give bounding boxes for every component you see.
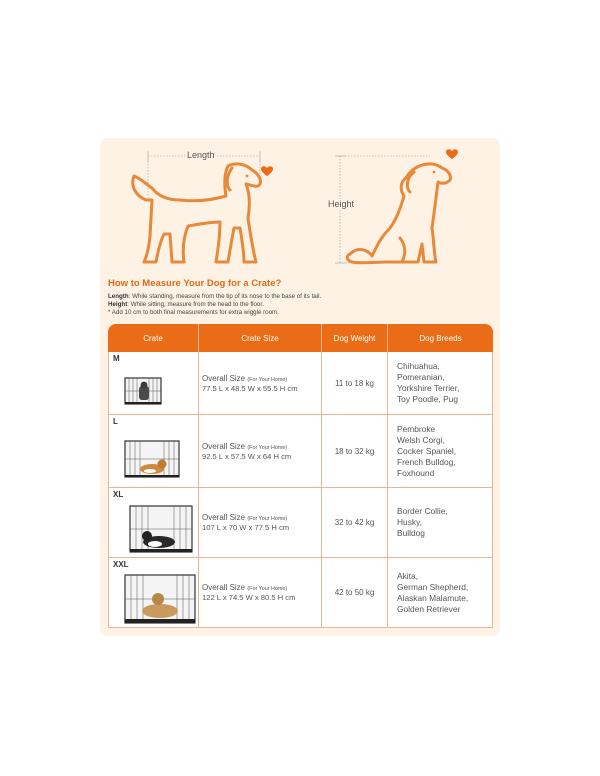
header-dog-breeds: Dog Breeds xyxy=(388,324,493,352)
dog-weight-cell: 18 to 32 kg xyxy=(322,415,388,488)
measurement-illustration xyxy=(100,138,500,273)
dog-weight-cell: 32 to 42 kg xyxy=(322,488,388,558)
crate-l-image xyxy=(124,439,180,479)
height-label: Height xyxy=(328,199,355,209)
height-dimension-line xyxy=(335,156,430,263)
crate-size-label: XXL xyxy=(113,560,129,569)
sitting-dog-leg-icon xyxy=(400,238,405,262)
crate-size-cell: Overall Size (For Your Home) 92.5 L x 57.5 W x 64 H cm xyxy=(199,415,322,488)
standing-dog-ear-icon xyxy=(227,168,232,190)
crate-size-cell: Overall Size (For Your Home) 77.5 L x 48.5 W x 55.5 H cm xyxy=(199,352,322,415)
dog-breeds-cell: Akita, German Shepherd, Alaskan Malamute, Golden Retriever xyxy=(388,558,493,628)
header-dog-weight: Dog Weight xyxy=(322,324,388,352)
crate-size-table xyxy=(108,324,493,628)
height-instruction: Height: While sitting, measure from the head to the floor. xyxy=(108,301,264,308)
crate-cell xyxy=(108,488,199,558)
sitting-dog-icon xyxy=(347,164,450,263)
crate-xl-image xyxy=(129,504,193,554)
crate-cell xyxy=(108,415,199,488)
table-header-row xyxy=(108,324,493,352)
table-row xyxy=(108,415,493,488)
crate-size-label: L xyxy=(113,417,118,426)
table-row xyxy=(108,558,493,628)
crate-cell xyxy=(108,352,199,415)
length-instruction: Length: While standing, measure from the tip of its nose to the base of its tail. xyxy=(108,293,322,300)
length-label: Length xyxy=(187,150,215,160)
extra-room-note: * Add 10 cm to both final measurements for extra wiggle room. xyxy=(108,309,279,316)
crate-xxl-image xyxy=(124,573,196,625)
dog-breeds-cell: Pembroke Welsh Corgi, Cocker Spaniel, French Bulldog, Foxhound xyxy=(388,415,493,488)
crate-size-guide-card xyxy=(100,138,500,636)
heart-icon xyxy=(446,149,458,159)
heart-icon xyxy=(261,166,273,176)
crate-cell xyxy=(108,558,199,628)
crate-size-cell: Overall Size (For Your Home) 122 L x 74.5 W x 80.5 H cm xyxy=(199,558,322,628)
crate-size-cell: Overall Size (For Your Home) 107 L x 70 W x 77.5 H cm xyxy=(199,488,322,558)
dog-breeds-cell: Border Collie, Husky, Bulldog xyxy=(388,488,493,558)
table-row xyxy=(108,488,493,558)
header-crate: Crate xyxy=(108,324,199,352)
dog-breeds-cell: Chihuahua, Pomeranian, Yorkshire Terrier, Toy Poodle, Pug xyxy=(388,352,493,415)
crate-size-label: XL xyxy=(113,490,124,499)
crate-m-image xyxy=(124,376,162,406)
guide-title: How to Measure Your Dog for a Crate? xyxy=(108,278,282,289)
header-crate-size: Crate Size xyxy=(199,324,322,352)
standing-dog-icon xyxy=(133,164,261,262)
dog-weight-cell: 42 to 50 kg xyxy=(322,558,388,628)
dog-weight-cell: 11 to 18 kg xyxy=(322,352,388,415)
crate-size-label: M xyxy=(113,354,120,363)
table-row xyxy=(108,352,493,415)
